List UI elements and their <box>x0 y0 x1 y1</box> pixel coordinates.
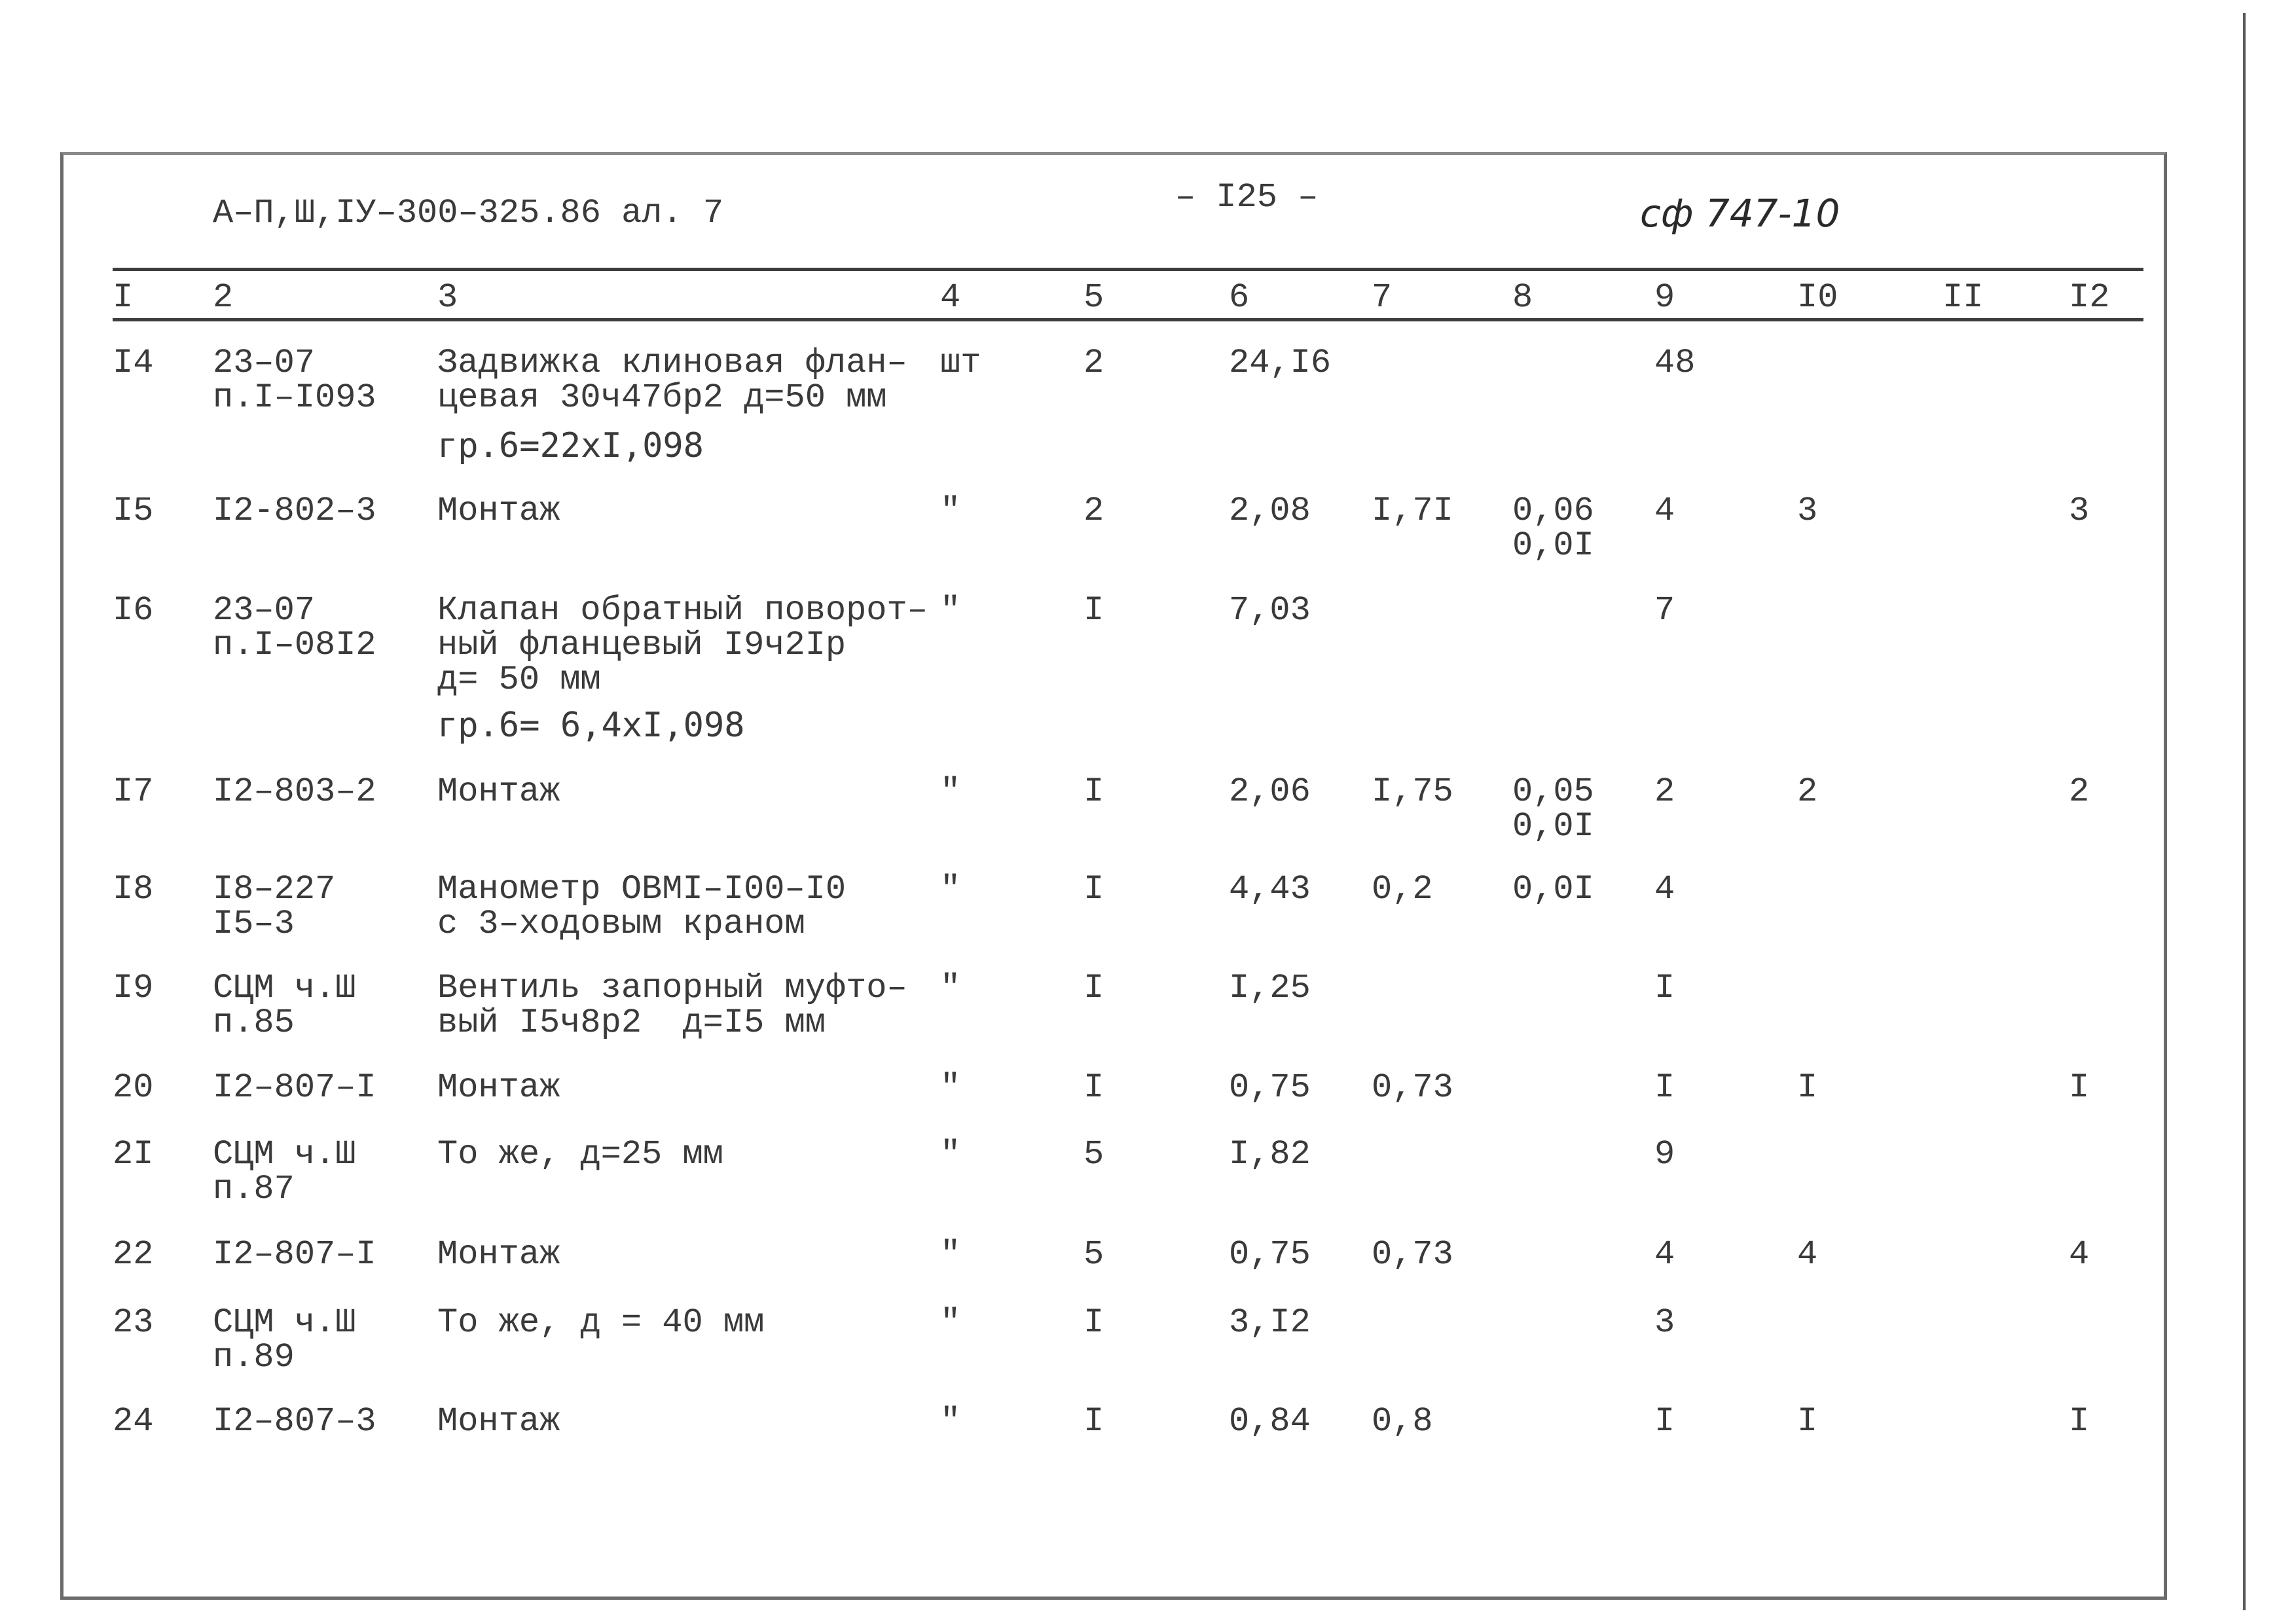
rate-code: I2–807–I <box>213 1235 376 1274</box>
unit: " <box>940 591 961 630</box>
unit: " <box>940 969 961 1007</box>
work-description: Монтаж <box>437 1068 560 1107</box>
column-number: 2 <box>213 278 234 317</box>
rate-code: 23–07 п.I–08I2 <box>213 591 376 664</box>
column-number: 7 <box>1372 278 1393 317</box>
row-number: 22 <box>113 1235 154 1274</box>
row-number: 20 <box>113 1068 154 1107</box>
quantity: I <box>1084 870 1104 909</box>
work-description: Задвижка клиновая флан– цевая 30ч47бр2 д=50 мм <box>437 344 907 417</box>
value-col6: 24,I6 <box>1229 344 1332 382</box>
value-col6: I,82 <box>1229 1135 1311 1174</box>
quantity: I <box>1084 1402 1104 1441</box>
value-col12: 2 <box>2069 772 2090 811</box>
work-description: Вентиль запорный муфто– вый I5ч8р2 д=I5 мм <box>437 969 907 1042</box>
column-number: 8 <box>1512 278 1533 317</box>
value-col10: 3 <box>1797 492 1818 530</box>
handwritten-stamp: сф 747-10 <box>1640 191 1840 236</box>
unit: " <box>940 1135 961 1174</box>
value-col9: 2 <box>1654 772 1675 811</box>
value-col10: I <box>1797 1068 1818 1107</box>
value-col8: 0,0I <box>1512 870 1594 909</box>
quantity: I <box>1084 591 1104 630</box>
unit: " <box>940 1068 961 1107</box>
work-description: Монтаж <box>437 492 560 530</box>
margin-rule <box>2243 13 2246 1610</box>
rate-code: I2–803–2 <box>213 772 376 811</box>
value-col10: 4 <box>1797 1235 1818 1274</box>
value-col9: 4 <box>1654 492 1675 530</box>
value-col12: I <box>2069 1068 2090 1107</box>
value-col6: 2,08 <box>1229 492 1311 530</box>
value-col6: 0,84 <box>1229 1402 1311 1441</box>
value-col9: 4 <box>1654 1235 1675 1274</box>
unit: " <box>940 1235 961 1274</box>
row-number: I9 <box>113 969 154 1007</box>
value-col7: 0,73 <box>1372 1235 1453 1274</box>
row-number: 24 <box>113 1402 154 1441</box>
value-col7: I,7I <box>1372 492 1453 530</box>
column-number: 4 <box>940 278 961 317</box>
value-col9: 48 <box>1654 344 1696 382</box>
row-number: I4 <box>113 344 154 382</box>
column-number: 3 <box>437 278 458 317</box>
row-number: I5 <box>113 492 154 530</box>
column-number: 5 <box>1084 278 1104 317</box>
value-col12: 4 <box>2069 1235 2090 1274</box>
column-header-rule <box>113 318 2143 321</box>
value-col12: I <box>2069 1402 2090 1441</box>
rate-code: СЦМ ч.Ш п.85 <box>213 969 356 1042</box>
value-col9: 4 <box>1654 870 1675 909</box>
rate-code: I8–227 I5–3 <box>213 870 336 943</box>
column-number: 9 <box>1654 278 1675 317</box>
unit: " <box>940 870 961 909</box>
row-number: I7 <box>113 772 154 811</box>
value-col8: 0,06 0,0I <box>1512 492 1594 565</box>
row-number: 23 <box>113 1303 154 1342</box>
value-col7: 0,73 <box>1372 1068 1453 1107</box>
quantity: I <box>1084 969 1104 1007</box>
document-code: А–П,Ш,IУ–300–325.86 ал. 7 <box>213 194 724 232</box>
value-col6: I,25 <box>1229 969 1311 1007</box>
quantity: 2 <box>1084 492 1104 530</box>
value-col7: I,75 <box>1372 772 1453 811</box>
value-col9: 7 <box>1654 591 1675 630</box>
quantity: I <box>1084 1068 1104 1107</box>
table-top-rule <box>113 268 2143 271</box>
unit: " <box>940 772 961 811</box>
value-col9: 3 <box>1654 1303 1675 1342</box>
rate-code: I2–807–I <box>213 1068 376 1107</box>
value-col8: 0,05 0,0I <box>1512 772 1594 846</box>
value-col6: 3,I2 <box>1229 1303 1311 1342</box>
value-col10: 2 <box>1797 772 1818 811</box>
column-number: II <box>1942 278 1984 317</box>
work-description: То же, д=25 мм <box>437 1135 723 1174</box>
column-number: I <box>113 278 134 317</box>
value-col6: 7,03 <box>1229 591 1311 630</box>
quantity: I <box>1084 1303 1104 1342</box>
value-col9: I <box>1654 1068 1675 1107</box>
row-number: 2I <box>113 1135 154 1174</box>
unit: " <box>940 1303 961 1342</box>
quantity: 5 <box>1084 1235 1104 1274</box>
quantity: 2 <box>1084 344 1104 382</box>
work-description: Монтаж <box>437 772 560 811</box>
row-number: I8 <box>113 870 154 909</box>
value-col6: 0,75 <box>1229 1235 1311 1274</box>
rate-code: I2–807–3 <box>213 1402 376 1441</box>
rate-code: I2-802–3 <box>213 492 376 530</box>
value-col7: 0,2 <box>1372 870 1433 909</box>
value-col6: 4,43 <box>1229 870 1311 909</box>
work-description: Монтаж <box>437 1235 560 1274</box>
unit: шт <box>940 344 981 382</box>
value-col12: 3 <box>2069 492 2090 530</box>
value-col9: I <box>1654 1402 1675 1441</box>
quantity: 5 <box>1084 1135 1104 1174</box>
rate-code: СЦМ ч.Ш п.89 <box>213 1303 356 1377</box>
value-col9: I <box>1654 969 1675 1007</box>
value-col6: 2,06 <box>1229 772 1311 811</box>
sheet-frame <box>60 152 2167 1600</box>
unit: " <box>940 1402 961 1441</box>
value-col6: 0,75 <box>1229 1068 1311 1107</box>
column-number: I0 <box>1797 278 1838 317</box>
calculation-note: гр.6= 6,4хI,098 <box>437 706 745 745</box>
work-description: Монтаж <box>437 1402 560 1441</box>
rate-code: СЦМ ч.Ш п.87 <box>213 1135 356 1208</box>
work-description: Клапан обратный поворот– ный фланцевый I9ч2Iр д= 50 мм <box>437 591 928 699</box>
work-description: То же, д = 40 мм <box>437 1303 765 1342</box>
value-col10: I <box>1797 1402 1818 1441</box>
work-description: Манометр ОВМI–I00–I0 с 3–ходовым краном <box>437 870 847 943</box>
column-number: 6 <box>1229 278 1250 317</box>
column-number: I2 <box>2069 278 2110 317</box>
quantity: I <box>1084 772 1104 811</box>
row-number: I6 <box>113 591 154 630</box>
value-col9: 9 <box>1654 1135 1675 1174</box>
unit: " <box>940 492 961 530</box>
rate-code: 23–07 п.I–I093 <box>213 344 376 417</box>
page-number: – I25 – <box>1175 178 1319 217</box>
calculation-note: гр.6=22хI,098 <box>437 426 704 465</box>
value-col7: 0,8 <box>1372 1402 1433 1441</box>
